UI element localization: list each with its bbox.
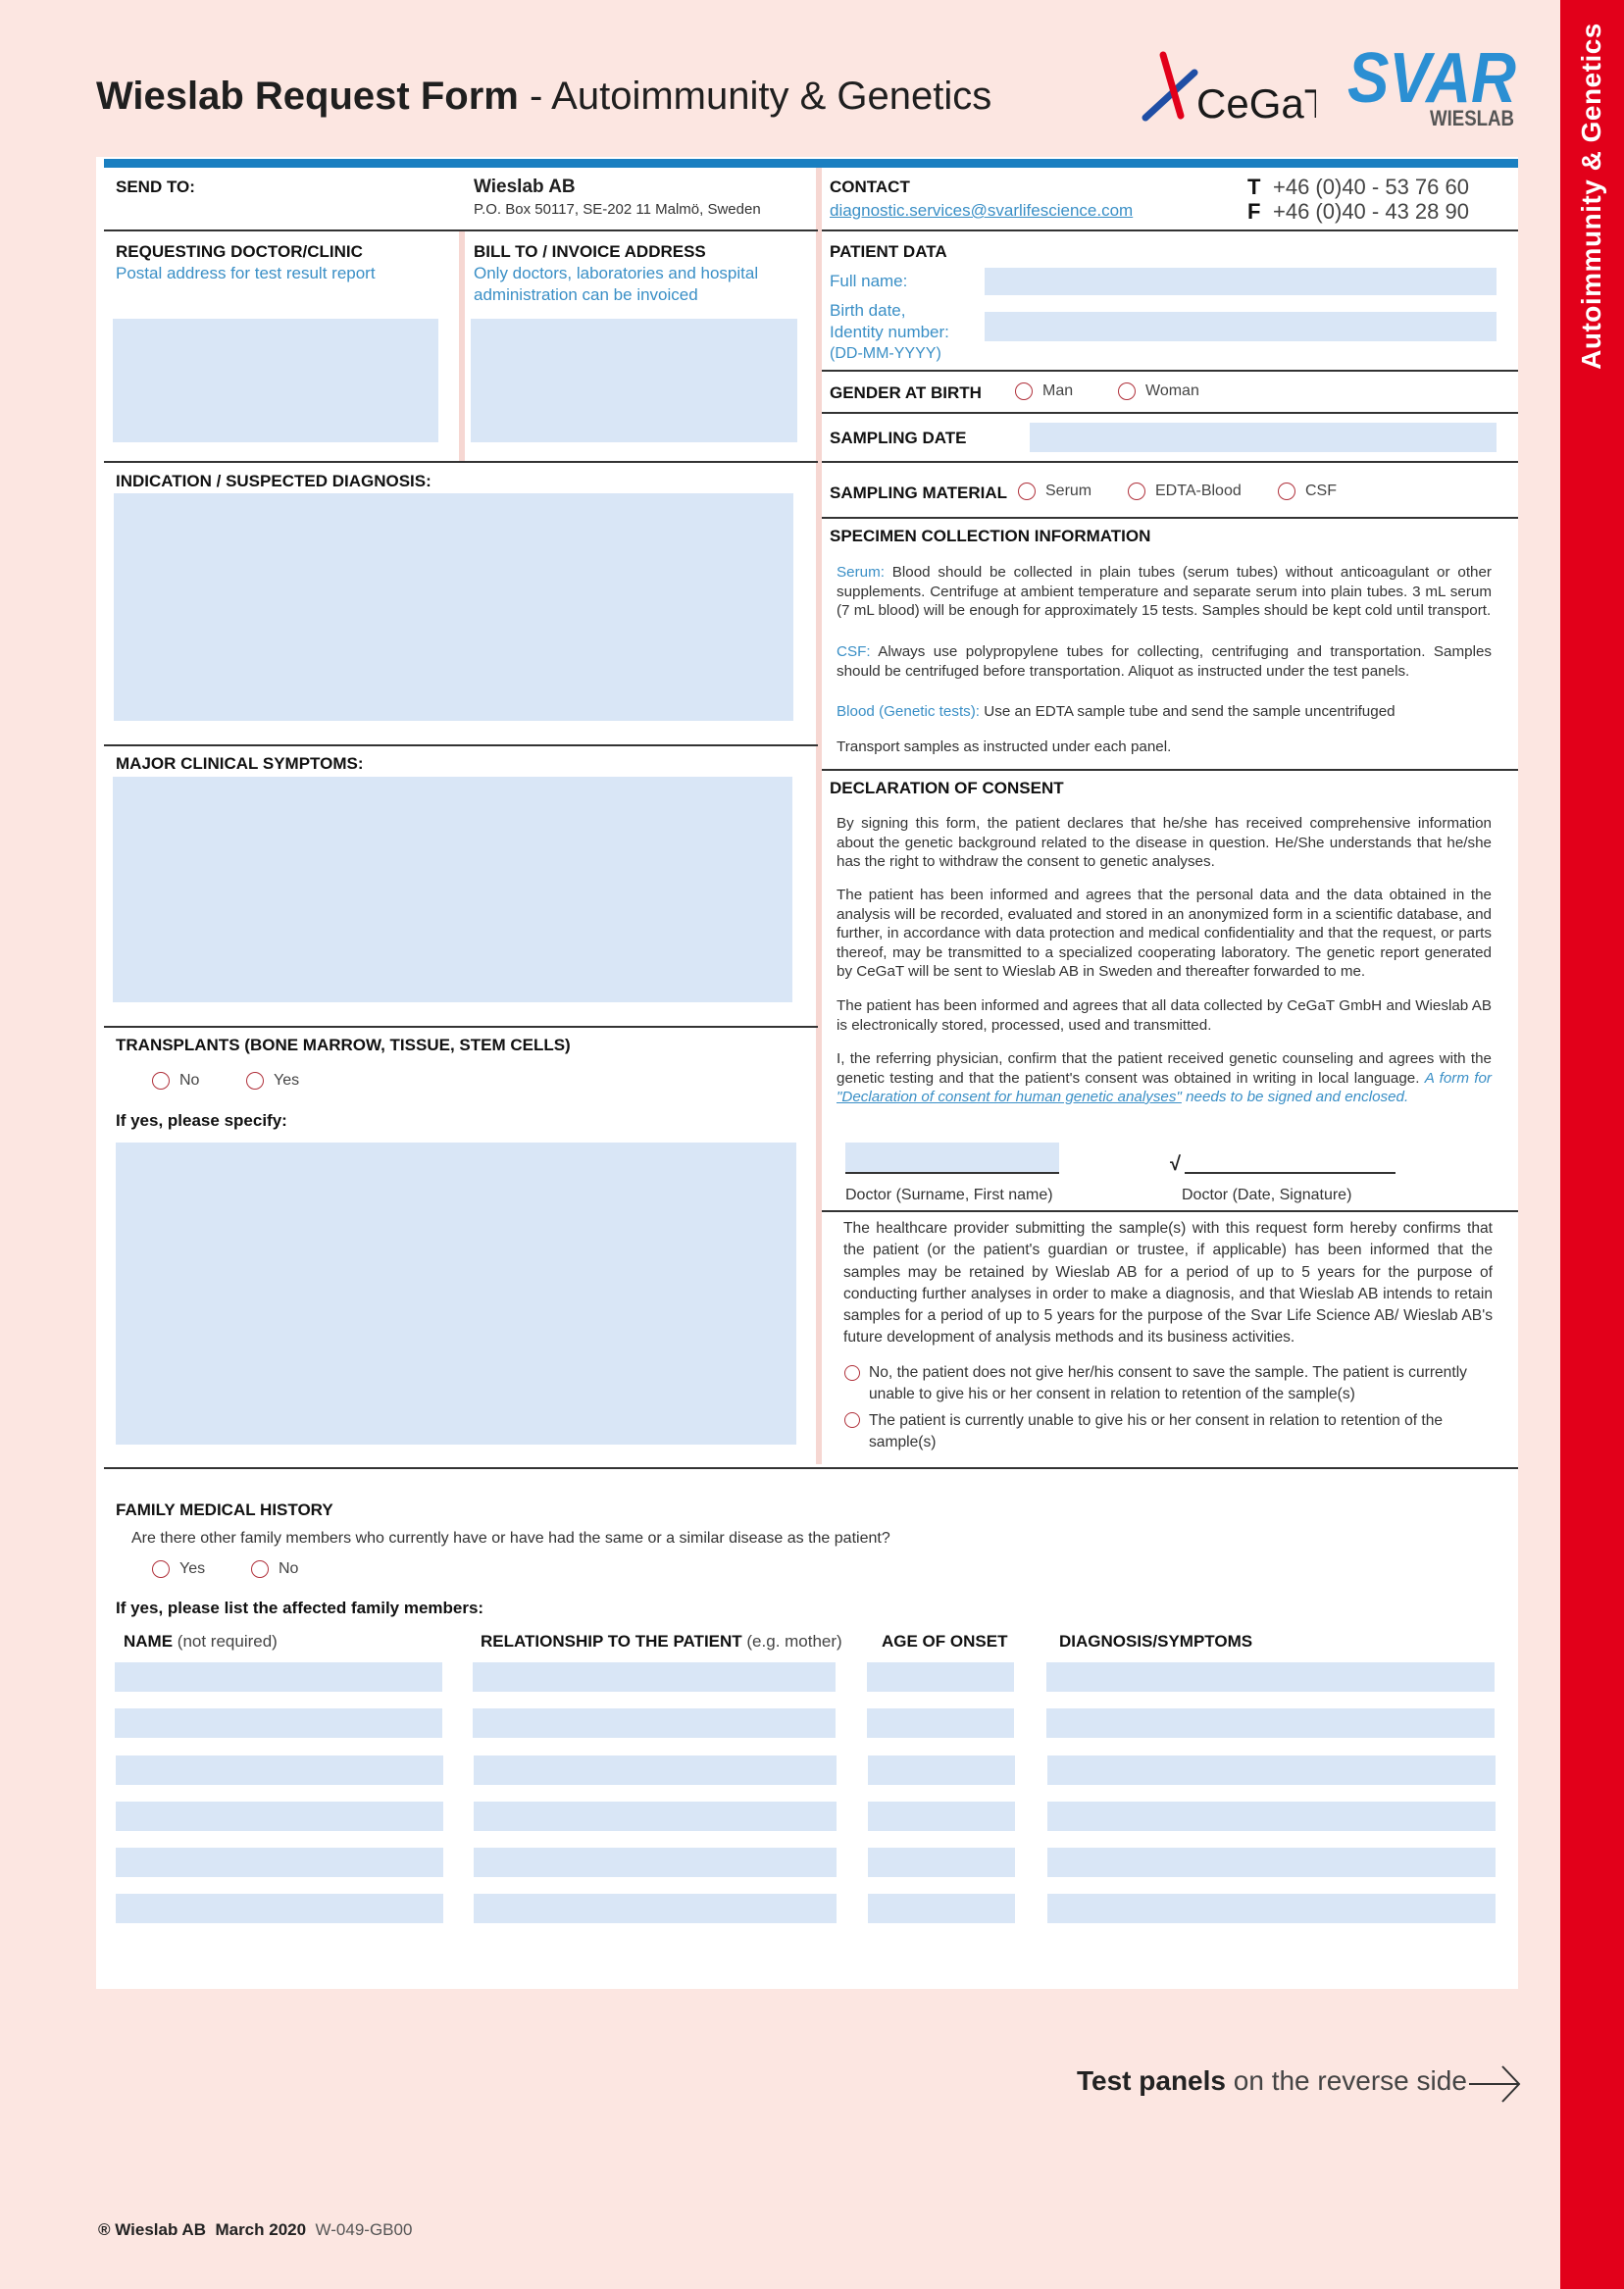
bill-to-sub-1: Only doctors, laboratories and hospital [474, 264, 759, 282]
divider [822, 412, 1518, 414]
send-to-label: SEND TO: [116, 178, 195, 196]
specimen-label: SPECIMEN COLLECTION INFORMATION [830, 527, 1151, 545]
cegat-logo-text: CeGaT [1196, 80, 1316, 127]
sampling-material-label: SAMPLING MATERIAL [830, 483, 1008, 502]
family-diagnosis-input[interactable] [1047, 1802, 1496, 1831]
family-relationship-input[interactable] [474, 1894, 837, 1923]
full-name-input[interactable] [985, 268, 1497, 295]
divider [104, 1467, 1518, 1469]
column-divider-small [459, 231, 465, 463]
test-panels-rest: on the reverse side [1225, 2065, 1467, 2096]
radio-icon[interactable] [1118, 382, 1136, 400]
column-divider [816, 168, 822, 1464]
phone-key: T [1247, 175, 1261, 199]
svar-logo-text: SVAR [1347, 43, 1516, 118]
col-relationship-header [481, 1632, 842, 1652]
symptoms-field[interactable] [113, 777, 792, 1002]
requesting-doctor-field[interactable] [113, 319, 438, 442]
test-panels-note [1077, 2065, 1467, 2097]
transplants-yes-option[interactable] [246, 1072, 299, 1090]
contact-label: CONTACT [830, 178, 910, 196]
serum-key: Serum: [837, 564, 885, 581]
footer-date: March 2020 [215, 2220, 307, 2239]
signature-line[interactable] [1185, 1172, 1396, 1174]
requesting-doctor-sub: Postal address for test result report [116, 264, 376, 282]
transplants-no-label: No [179, 1072, 200, 1090]
check-mark-icon: √ [1170, 1153, 1181, 1175]
contact-phone [1247, 175, 1469, 200]
title-rest: - Autoimmunity & Genetics [518, 75, 992, 118]
family-diagnosis-input[interactable] [1047, 1755, 1496, 1785]
svar-wieslab-logo [1345, 43, 1518, 131]
serum-option[interactable] [1018, 483, 1091, 500]
family-relationship-input[interactable] [474, 1848, 837, 1877]
radio-icon[interactable] [246, 1072, 264, 1090]
identity-number-label: Identity number: [830, 323, 949, 341]
family-history-label: FAMILY MEDICAL HISTORY [116, 1501, 333, 1519]
retention-unable-label: The patient is currently unable to give his or her consent in relation to retention of the sample(s) [869, 1412, 1444, 1450]
declaration-p3: The patient has been informed and agrees that all data collected by CeGaT GmbH and Wieslab AB is electronically stored, processed, used and transmitted. [837, 997, 1492, 1034]
gender-woman-label: Woman [1145, 382, 1199, 400]
doctor-name-caption: Doctor (Surname, First name) [845, 1187, 1053, 1203]
gender-woman-option[interactable] [1118, 382, 1199, 400]
family-age-input[interactable] [868, 1802, 1015, 1831]
family-no-option[interactable] [251, 1560, 298, 1578]
full-name-label: Full name: [830, 272, 908, 290]
arrow-right-icon [1467, 2062, 1522, 2111]
declaration-p4a: I, the referring physician, confirm that the patient received genetic counseling and agrees with the genetic testing and that the patient's consent was obtained in writing in local language. [837, 1050, 1492, 1087]
declaration-p4c: needs to be signed and enclosed. [1181, 1089, 1409, 1105]
transplants-specify-field[interactable] [116, 1143, 796, 1445]
divider [822, 769, 1518, 771]
footer [98, 2220, 412, 2240]
doctor-name-input[interactable] [845, 1143, 1059, 1172]
bill-to-sub-2: administration can be invoiced [474, 285, 698, 304]
transplants-label: TRANSPLANTS (BONE MARROW, TISSUE, STEM CELLS) [116, 1036, 571, 1054]
radio-icon[interactable] [152, 1072, 170, 1090]
family-age-input[interactable] [868, 1848, 1015, 1877]
indication-label: INDICATION / SUSPECTED DIAGNOSIS: [116, 472, 431, 490]
csf-key: CSF: [837, 643, 871, 660]
declaration-p4b: A form for [1424, 1069, 1492, 1087]
radio-icon[interactable] [844, 1412, 860, 1428]
serum-text: Blood should be collected in plain tubes (serum tubes) without anticoagulant or other supplements. Centrifuge at ambient temperature and separate serum into plain tubes. 3 mL serum (7 mL blood) will be enough for approximately 15 tests. Samples should be kept cold until transport. [837, 564, 1492, 619]
specimen-serum-text [837, 563, 1492, 621]
fax-value: +46 (0)40 - 43 28 90 [1273, 199, 1469, 224]
side-banner-text: Autoimmunity & Genetics [1576, 23, 1606, 370]
col-name-text: NAME [124, 1632, 174, 1651]
radio-icon[interactable] [1278, 483, 1295, 500]
serum-label: Serum [1045, 483, 1092, 500]
cegat-logo [1140, 49, 1316, 127]
footer-copyright: ® Wieslab AB [98, 2220, 206, 2239]
specimen-csf-text [837, 642, 1492, 681]
family-relationship-input[interactable] [474, 1802, 837, 1831]
phone-value: +46 (0)40 - 53 76 60 [1273, 175, 1469, 199]
family-name-input[interactable] [116, 1848, 443, 1877]
date-format-label: (DD-MM-YYYY) [830, 345, 941, 362]
edta-blood-label: EDTA-Blood [1155, 483, 1242, 500]
family-list-label: If yes, please list the affected family members: [116, 1599, 484, 1617]
col-name-header [124, 1632, 278, 1652]
patient-data-label: PATIENT DATA [830, 242, 947, 261]
send-to-address: P.O. Box 50117, SE-202 11 Malmö, Sweden [474, 201, 761, 218]
declaration-p2: The patient has been informed and agrees that the personal data and the data obtained in the analysis will be recorded, evaluated and stored in an anonymized form in a scientific database, and further, in accordance with data protection and medical confidentiality and that the request, or parts thereof, may be transmitted to a specialized cooperating laboratory. The genetic report generated by CeGaT will be sent to Wieslab AB in Sweden and thereafter forwarded to me. [837, 887, 1492, 980]
bill-to-field[interactable] [471, 319, 797, 442]
send-to-name: Wieslab AB [474, 177, 576, 197]
retention-unable-radio[interactable] [844, 1411, 860, 1429]
radio-icon[interactable] [1128, 483, 1145, 500]
page-title [96, 75, 991, 119]
csf-label: CSF [1305, 483, 1337, 500]
col-age-header: AGE OF ONSET [882, 1632, 1008, 1651]
divider [822, 370, 1518, 372]
divider [104, 1026, 818, 1028]
radio-icon[interactable] [844, 1365, 860, 1381]
family-age-input[interactable] [867, 1662, 1014, 1692]
col-diagnosis-header: DIAGNOSIS/SYMPTOMS [1059, 1632, 1253, 1651]
csf-text: Always use polypropylene tubes for collecting, centrifuging and transportation. Samples should be centrifuged before transportation. Aliquot as instructed under the test panels. [837, 643, 1492, 680]
family-relationship-input[interactable] [474, 1755, 837, 1785]
divider [822, 517, 1518, 519]
blood-text: Use an EDTA sample tube and send the sample uncentrifuged [980, 703, 1396, 720]
radio-icon[interactable] [1015, 382, 1033, 400]
specimen-blood-text [837, 702, 1492, 722]
birth-date-input[interactable] [985, 312, 1497, 341]
retention-no-consent-radio[interactable] [844, 1364, 860, 1382]
contact-email-link[interactable]: diagnostic.services@svarlifescience.com [830, 201, 1134, 220]
divider [104, 744, 818, 746]
radio-icon[interactable] [1018, 483, 1036, 500]
test-panels-bold: Test panels [1077, 2065, 1226, 2096]
family-no-label: No [279, 1560, 299, 1578]
divider [104, 229, 818, 231]
family-relationship-input[interactable] [473, 1662, 836, 1692]
birth-date-label: Birth date, [830, 301, 906, 320]
indication-field[interactable] [114, 493, 793, 721]
top-rule [104, 159, 1518, 168]
family-diagnosis-input[interactable] [1047, 1848, 1496, 1877]
radio-icon[interactable] [251, 1560, 269, 1578]
col-rel-text: RELATIONSHIP TO THE PATIENT [481, 1632, 742, 1651]
requesting-doctor-label: REQUESTING DOCTOR/CLINIC [116, 242, 363, 261]
family-relationship-input[interactable] [473, 1708, 836, 1738]
family-name-input[interactable] [116, 1755, 443, 1785]
family-name-input[interactable] [116, 1894, 443, 1923]
declaration-p4 [837, 1049, 1492, 1107]
fax-key: F [1247, 199, 1261, 224]
col-name-note: (not required) [173, 1632, 278, 1651]
family-name-input[interactable] [116, 1802, 443, 1831]
edta-blood-option[interactable] [1128, 483, 1242, 500]
family-yes-option[interactable] [152, 1560, 205, 1578]
blood-key: Blood (Genetic tests): [837, 703, 981, 720]
divider [822, 461, 1518, 463]
gender-man-option[interactable] [1015, 382, 1073, 400]
wieslab-logo-text: WIESLAB [1430, 106, 1514, 130]
sampling-date-input[interactable] [1030, 423, 1497, 452]
transplants-specify-label: If yes, please specify: [116, 1111, 287, 1130]
divider [822, 229, 1518, 231]
col-rel-note: (e.g. mother) [741, 1632, 842, 1651]
doctor-name-line [845, 1172, 1059, 1174]
family-age-input[interactable] [868, 1894, 1015, 1923]
divider [104, 461, 818, 463]
family-age-input[interactable] [868, 1755, 1015, 1785]
csf-option[interactable] [1278, 483, 1337, 500]
specimen-transport-text: Transport samples as instructed under each panel. [837, 738, 1172, 755]
radio-icon[interactable] [152, 1560, 170, 1578]
family-diagnosis-input[interactable] [1046, 1708, 1495, 1738]
family-history-question: Are there other family members who currently have or have had the same or a similar disease as the patient? [131, 1530, 890, 1547]
sampling-date-label: SAMPLING DATE [830, 429, 967, 447]
retention-no-consent-label: No, the patient does not give her/his consent to save the sample. The patient is currently unable to give his or her consent in relation to retention of the sample(s) [869, 1364, 1467, 1402]
divider [822, 1210, 1518, 1212]
transplants-yes-label: Yes [274, 1072, 300, 1090]
family-age-input[interactable] [867, 1708, 1014, 1738]
consent-form-link[interactable]: "Declaration of consent for human genetic analyses" [837, 1089, 1182, 1105]
title-bold: Wieslab Request Form [96, 75, 519, 118]
symptoms-label: MAJOR CLINICAL SYMPTOMS: [116, 754, 364, 773]
footer-code: W-049-GB00 [315, 2220, 413, 2239]
contact-fax [1247, 199, 1469, 225]
family-name-input[interactable] [115, 1662, 442, 1692]
declaration-label: DECLARATION OF CONSENT [830, 779, 1064, 797]
gender-label: GENDER AT BIRTH [830, 383, 982, 402]
transplants-no-option[interactable] [152, 1072, 199, 1090]
doctor-signature-caption: Doctor (Date, Signature) [1182, 1187, 1352, 1203]
family-name-input[interactable] [115, 1708, 442, 1738]
bill-to-label: BILL TO / INVOICE ADDRESS [474, 242, 706, 261]
gender-man-label: Man [1042, 382, 1074, 400]
family-yes-label: Yes [179, 1560, 206, 1578]
retention-text: The healthcare provider submitting the sample(s) with this request form hereby confirms that the patient (or the patient's guardian or trustee, if applicable) has been informed that the samples may be retained by Wieslab AB for a period of up to 5 years for the purpose of conducting further analyses in order to make a diagnosis, and that Wieslab AB intends to retain samples for a period of up to 5 years for the purpose of the Svar Life Science AB/ Wieslab AB's future development of analysis methods and its business activities. [843, 1220, 1493, 1347]
family-diagnosis-input[interactable] [1047, 1894, 1496, 1923]
declaration-p1: By signing this form, the patient declares that he/she has received comprehensive information about the genetic background related to the disease in question. He/She understands that he/she has the right to withdraw the consent to genetic analyses. [837, 815, 1492, 870]
family-diagnosis-input[interactable] [1046, 1662, 1495, 1692]
